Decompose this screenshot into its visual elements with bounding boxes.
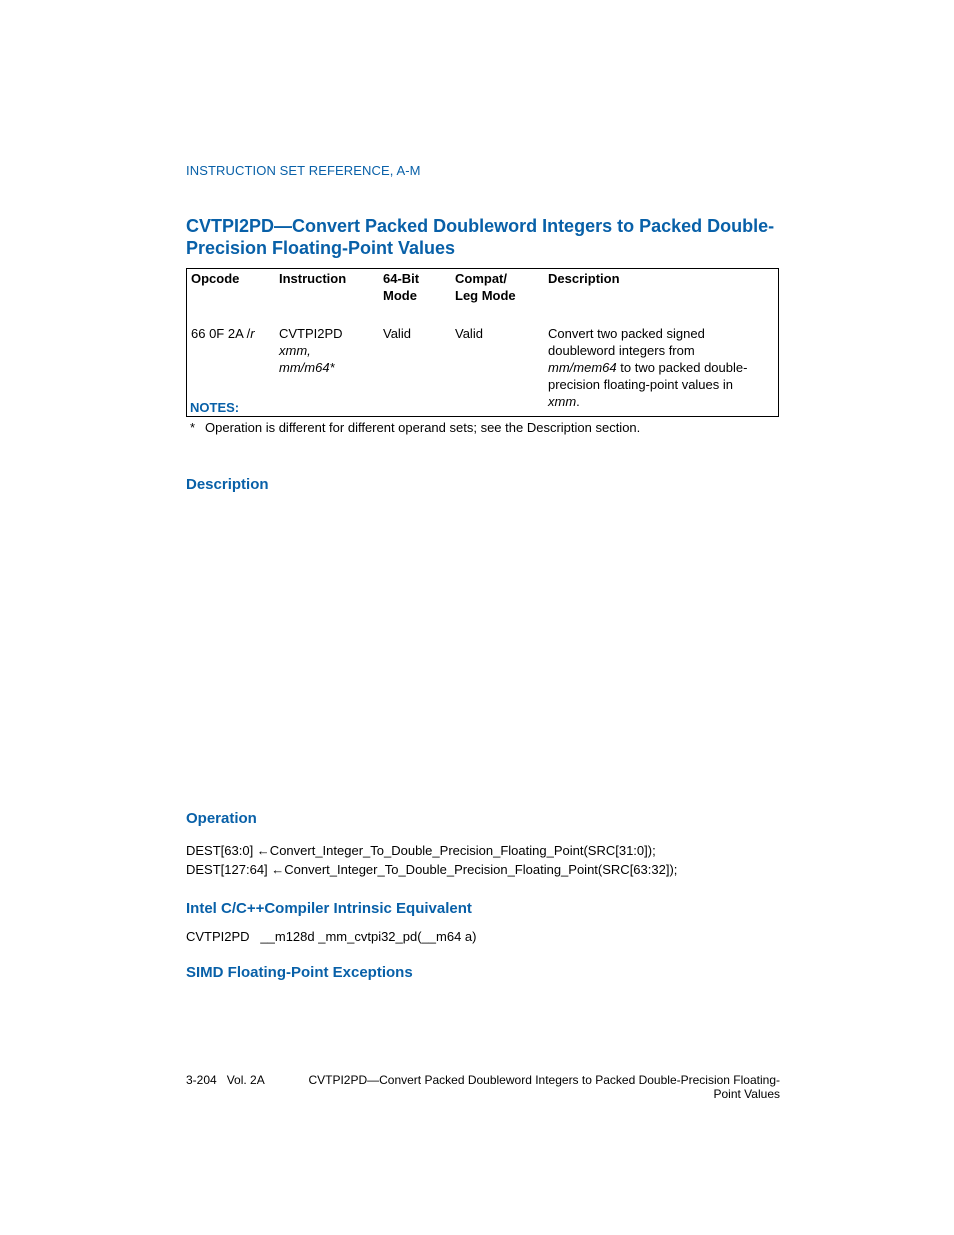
cell-64bit-mode: Valid <box>383 326 411 341</box>
page-title: CVTPI2PD—Convert Packed Doubleword Integers to Packed Double-Precision Floating-Point Values <box>186 216 775 258</box>
notes-label: NOTES: <box>190 400 240 415</box>
header-description: Description <box>548 271 620 286</box>
opcode-table <box>186 268 779 417</box>
section-heading-description: Description <box>186 476 269 493</box>
footer-title: CVTPI2PD—Convert Packed Doubleword Integers to Packed Double-Precision Floating- Point Values <box>308 1073 780 1101</box>
cell-description: Convert two packed signed doubleword integers from mm/mem64 to two packed double-precision floating-point values in xmm. <box>548 326 748 409</box>
section-heading-intrinsic: Intel C/C++Compiler Intrinsic Equivalent <box>186 900 472 917</box>
operation-code <box>186 841 677 879</box>
table-row <box>187 325 779 417</box>
operation-line: DEST[63:0] ←Convert_Integer_To_Double_Precision_Floating_Point(SRC[31:0]); <box>186 843 656 858</box>
cell-compat-mode: Valid <box>455 326 483 341</box>
cell-opcode: 66 0F 2A /r <box>191 326 255 341</box>
footer-page-number: 3-204 Vol. 2A <box>186 1073 265 1087</box>
note-item <box>190 420 640 435</box>
note-text: Operation is different for different operand sets; see the Description section. <box>205 420 641 435</box>
note-marker: * <box>190 420 196 435</box>
running-head: INSTRUCTION SET REFERENCE, A-M <box>186 163 421 178</box>
header-opcode: Opcode <box>191 271 240 286</box>
header-64bit-mode: 64-Bit Mode <box>383 271 420 303</box>
header-instruction: Instruction <box>279 271 347 286</box>
section-heading-simd: SIMD Floating-Point Exceptions <box>186 964 413 981</box>
cell-instruction: CVTPI2PD xmm, mm/m64* <box>279 326 343 375</box>
intrinsic-line: CVTPI2PD __m128d _mm_cvtpi32_pd(__m64 a) <box>186 929 477 944</box>
section-heading-operation: Operation <box>186 810 257 827</box>
header-compat-mode: Compat/ Leg Mode <box>455 271 516 303</box>
table-header-row <box>187 269 779 326</box>
operation-line: DEST[127:64] ←Convert_Integer_To_Double_Precision_Floating_Point(SRC[63:32]); <box>186 862 678 877</box>
